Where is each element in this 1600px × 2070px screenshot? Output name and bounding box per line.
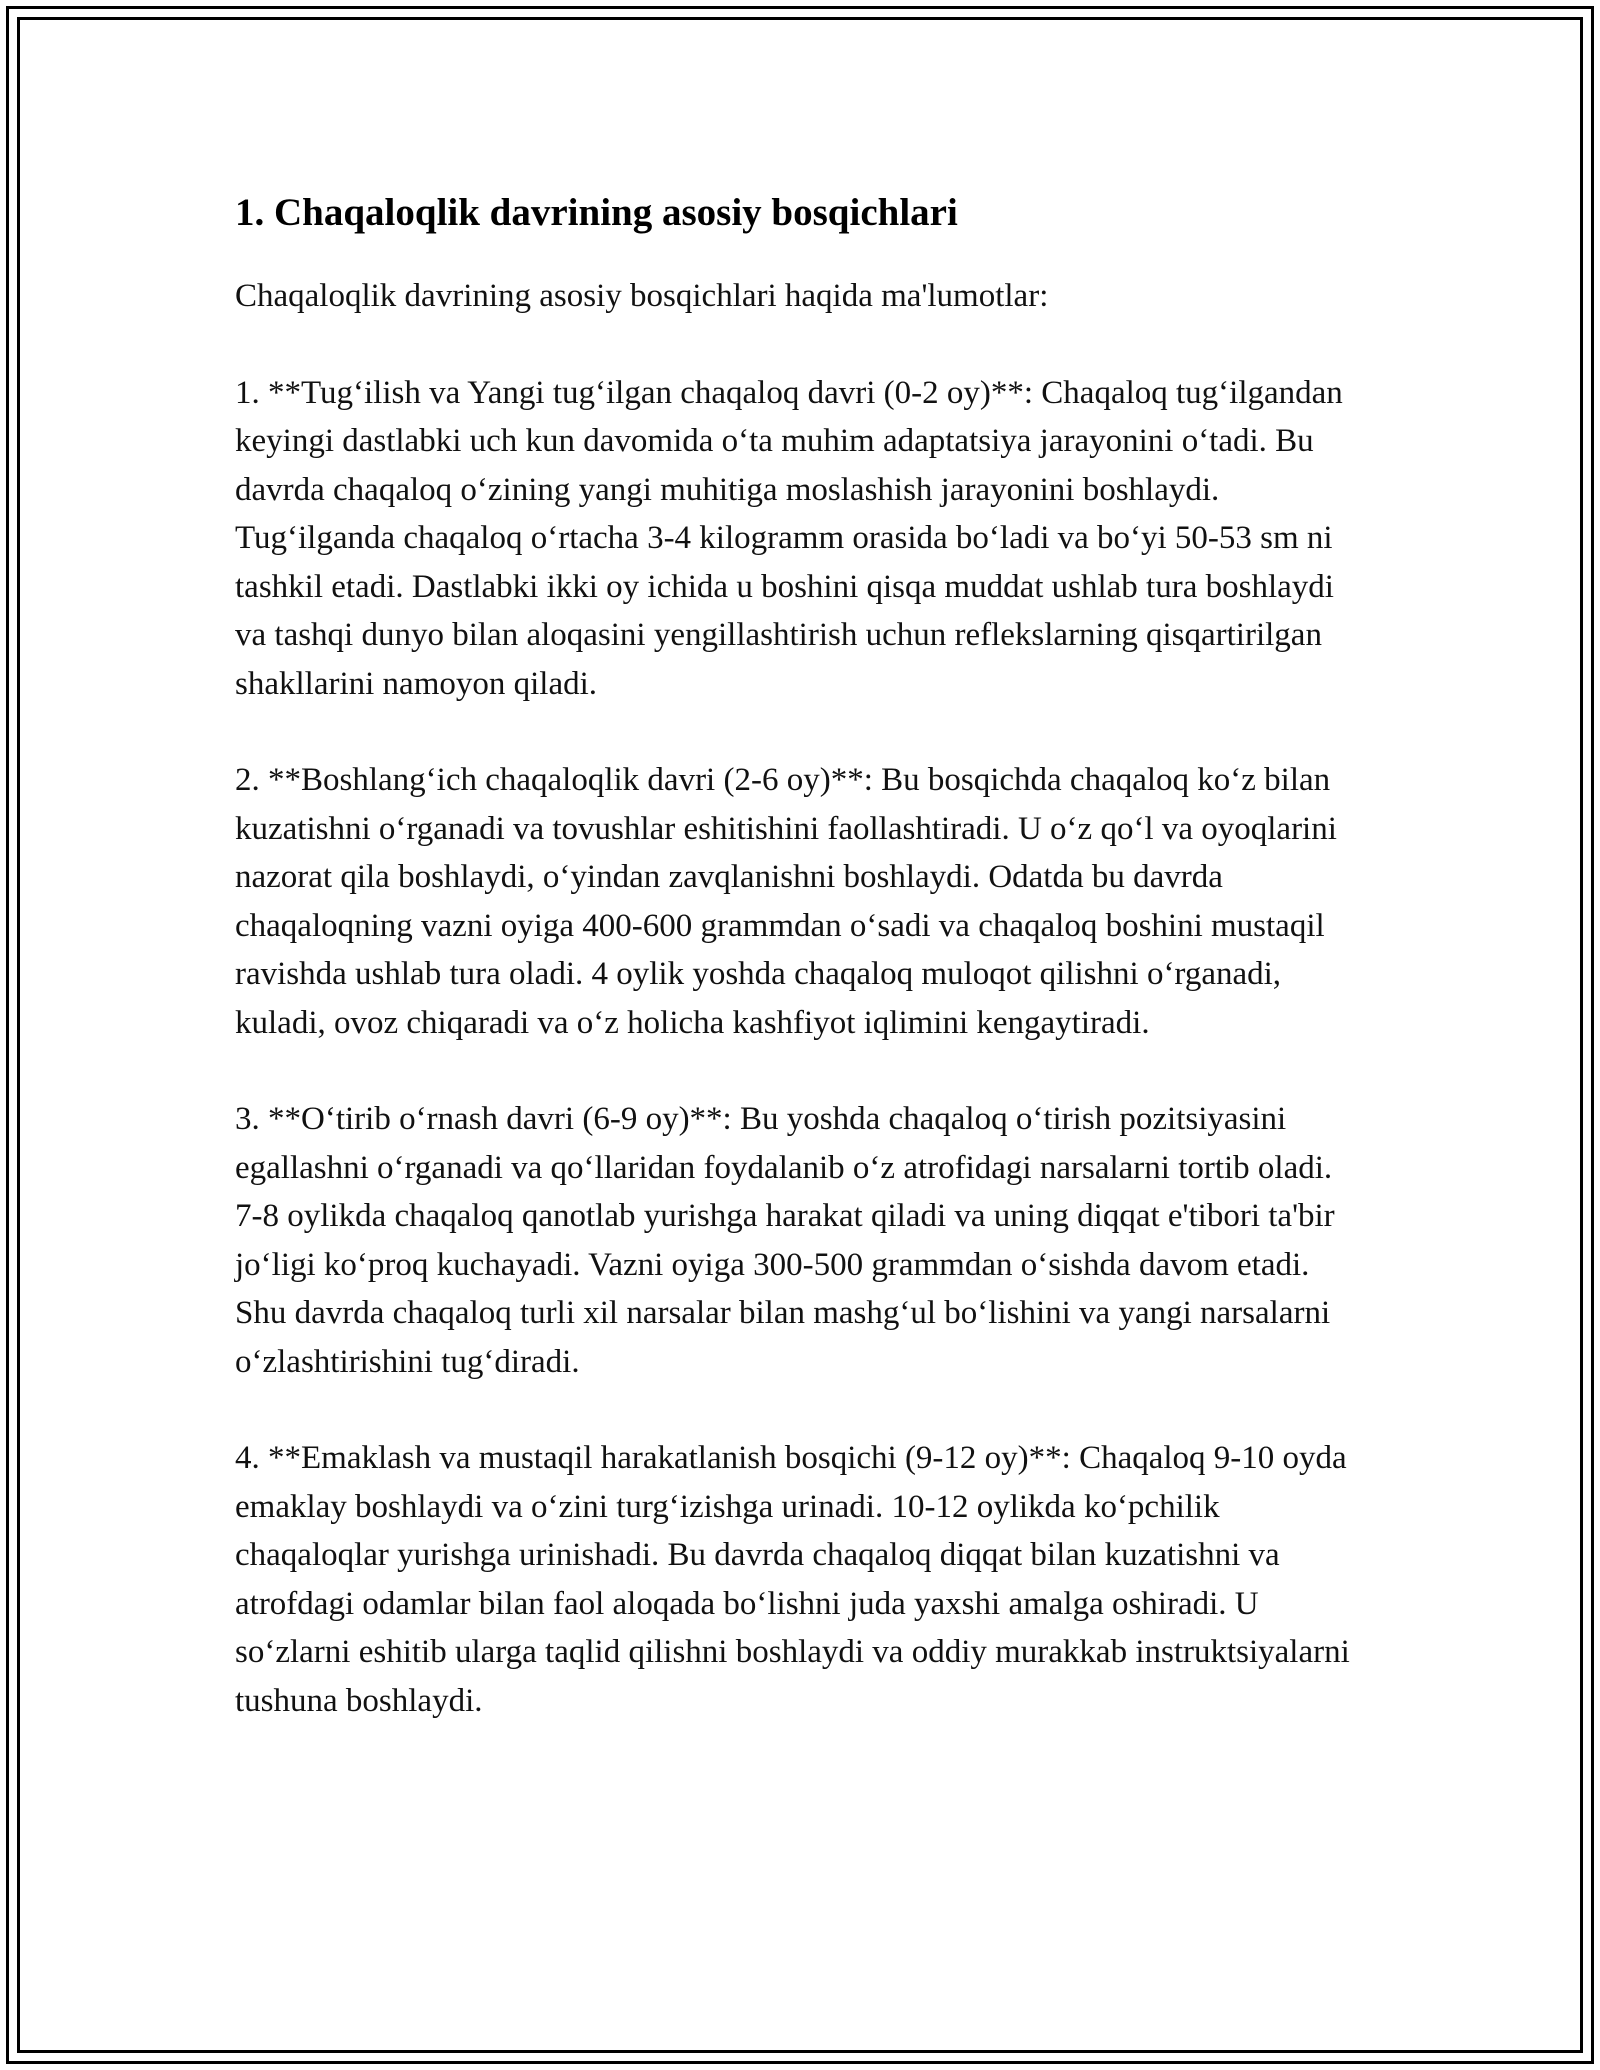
section-heading: 1. Chaqaloqlik davrining asosiy bosqichlari: [235, 191, 958, 234]
paragraph-stage-4: 4. **Emaklash va mustaqil harakatlanish bosqichi (9-12 oy)**: Chaqaloq 9-10 oyda emaklay boshlaydi va o‘zini turg‘izishga urinadi. 10-12 oylikda ko‘pchilik chaqaloqlar yurishga urinishadi. Bu davrda chaqaloq diqqat bilan kuzatishni va atrofdagi odamlar bilan faol aloqada bo‘lishni juda yaxshi amalga oshiradi. U so‘zlarni eshitib ularga taqlid qilishni boshlaydi va oddiy murakkab instruktsiyalarni tushuna boshlaydi.: [235, 1440, 1350, 1719]
document-body: [235, 180, 1365, 1773]
paragraph-stage-2: 2. **Boshlang‘ich chaqaloqlik davri (2-6 oy)**: Bu bosqichda chaqaloq ko‘z bilan kuzatishni o‘rganadi va tovushlar eshitishini faollashtiradi. U o‘z qo‘l va oyoqlarini nazorat qila boshlaydi, o‘yindan zavqlanishni boshlaydi. Odatda bu davrda chaqaloqning vazni oyiga 400-600 grammdan o‘sadi va chaqaloq boshini mustaqil ravishda ushlab tura oladi. 4 oylik yoshda chaqaloq muloqot qilishni o‘rganadi, kuladi, ovoz chiqaradi va o‘z holicha kashfiyot iqlimini kengaytiradi.: [235, 762, 1337, 1041]
paragraph-stage-1: 1. **Tug‘ilish va Yangi tug‘ilgan chaqaloq davri (0-2 oy)**: Chaqaloq tug‘ilgandan keyingi dastlabki uch kun davomida o‘ta muhim adaptatsiya jarayonini o‘tadi. Bu davrda chaqaloq o‘zining yangi muhitiga moslashish jarayonini boshlaydi. Tug‘ilganda chaqaloq o‘rtacha 3-4 kilogramm orasida bo‘ladi va bo‘yi 50-53 sm ni tashkil etadi. Dastlabki ikki oy ichida u boshini qisqa muddat ushlab tura boshlaydi va tashqi dunyo bilan aloqasini yengillashtirish uchun reflekslarning qisqartirilgan shakllarini namoyon qiladi.: [235, 374, 1343, 702]
intro-paragraph: Chaqaloqlik davrining asosiy bosqichlari haqida ma'lumotlar:: [235, 278, 1049, 314]
paragraph-stage-3: 3. **O‘tirib o‘rnash davri (6-9 oy)**: Bu yoshda chaqaloq o‘tirish pozitsiyasini egallashni o‘rganadi va qo‘llaridan foydalanib o‘z atrofidagi narsalarni tortib oladi. 7-8 oylikda chaqaloq qanotlab yurishga harakat qiladi va uning diqqat e'tibori ta'bir jo‘ligi ko‘proq kuchayadi. Vazni oyiga 300-500 grammdan o‘sishda davom etadi. Shu davrda chaqaloq turli xil narsalar bilan mashg‘ul bo‘lishini va yangi narsalarni o‘zlashtirishini tug‘diradi.: [235, 1101, 1335, 1380]
